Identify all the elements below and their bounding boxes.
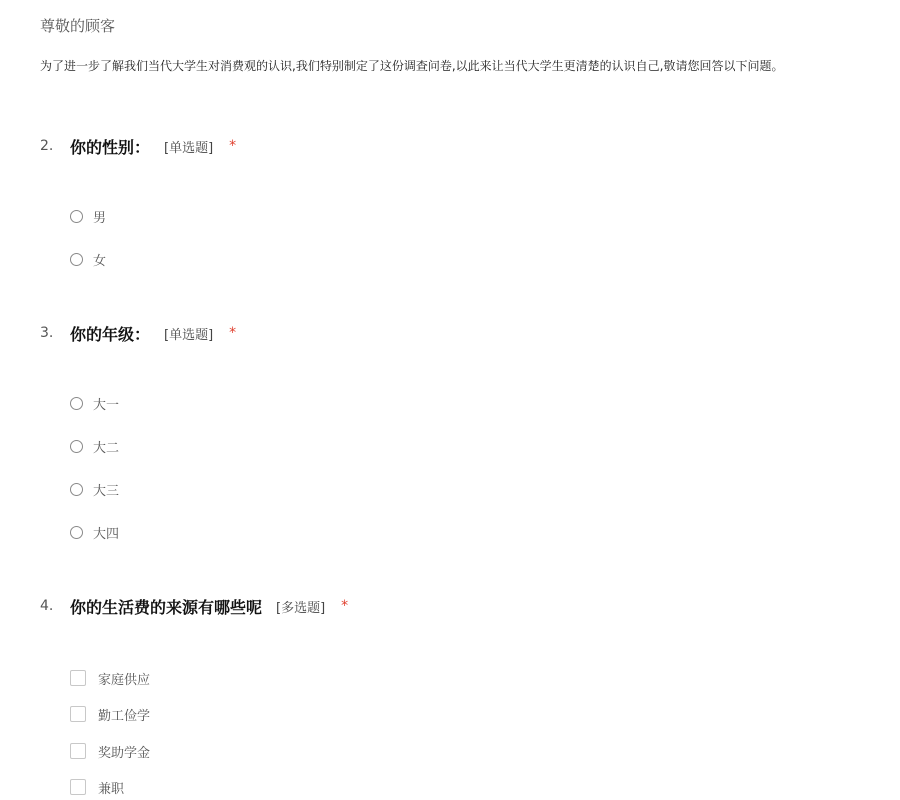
option-source-scholarship[interactable] <box>70 741 150 761</box>
question-type-label: [单选题] <box>164 140 214 156</box>
intro-text: 为了进一步了解我们当代大学生对消费观的认识,我们特别制定了这份调查问卷,以此来让当代大学生更清楚的认识自己,敬请您回答以下问题。 <box>40 59 784 73</box>
radio-button[interactable] <box>70 483 83 496</box>
question-number: 2. <box>40 138 54 154</box>
required-asterisk: * <box>341 598 349 614</box>
checkbox[interactable] <box>70 779 86 795</box>
option-label: 大三 <box>93 483 120 499</box>
radio-button[interactable] <box>70 210 83 223</box>
option-grade-2[interactable] <box>70 436 119 456</box>
question-type-label: [单选题] <box>164 327 214 343</box>
option-grade-3[interactable] <box>70 479 119 499</box>
option-label: 大二 <box>93 440 120 456</box>
option-label: 家庭供应 <box>98 672 151 688</box>
checkbox[interactable] <box>70 706 86 722</box>
required-asterisk: * <box>229 325 237 341</box>
option-label: 女 <box>93 253 107 269</box>
question-income-source-header <box>40 594 348 618</box>
option-source-family[interactable] <box>70 668 150 688</box>
question-title: 你的性别： <box>70 137 151 157</box>
question-number: 4. <box>40 598 54 614</box>
radio-button[interactable] <box>70 526 83 539</box>
radio-button[interactable] <box>70 440 83 453</box>
required-asterisk: * <box>229 138 237 154</box>
option-label: 勤工俭学 <box>98 708 151 724</box>
question-grade-header <box>40 321 236 345</box>
question-number: 3. <box>40 325 54 341</box>
question-type-label: [多选题] <box>276 600 326 616</box>
checkbox[interactable] <box>70 670 86 686</box>
option-source-part-time[interactable] <box>70 777 124 797</box>
option-gender-male[interactable] <box>70 206 106 226</box>
radio-button[interactable] <box>70 397 83 410</box>
option-label: 男 <box>93 210 107 226</box>
option-label: 大一 <box>93 397 120 413</box>
checkbox[interactable] <box>70 743 86 759</box>
option-label: 兼职 <box>98 781 125 797</box>
greeting-text: 尊敬的顾客 <box>40 17 116 35</box>
option-gender-female[interactable] <box>70 249 106 269</box>
option-label: 奖助学金 <box>98 745 151 761</box>
radio-button[interactable] <box>70 253 83 266</box>
option-source-work-study[interactable] <box>70 704 150 724</box>
question-gender-header <box>40 134 236 158</box>
option-grade-4[interactable] <box>70 522 119 542</box>
question-title: 你的生活费的来源有哪些呢 <box>70 597 263 617</box>
option-label: 大四 <box>93 526 120 542</box>
option-grade-1[interactable] <box>70 393 119 413</box>
question-title: 你的年级： <box>70 324 151 344</box>
